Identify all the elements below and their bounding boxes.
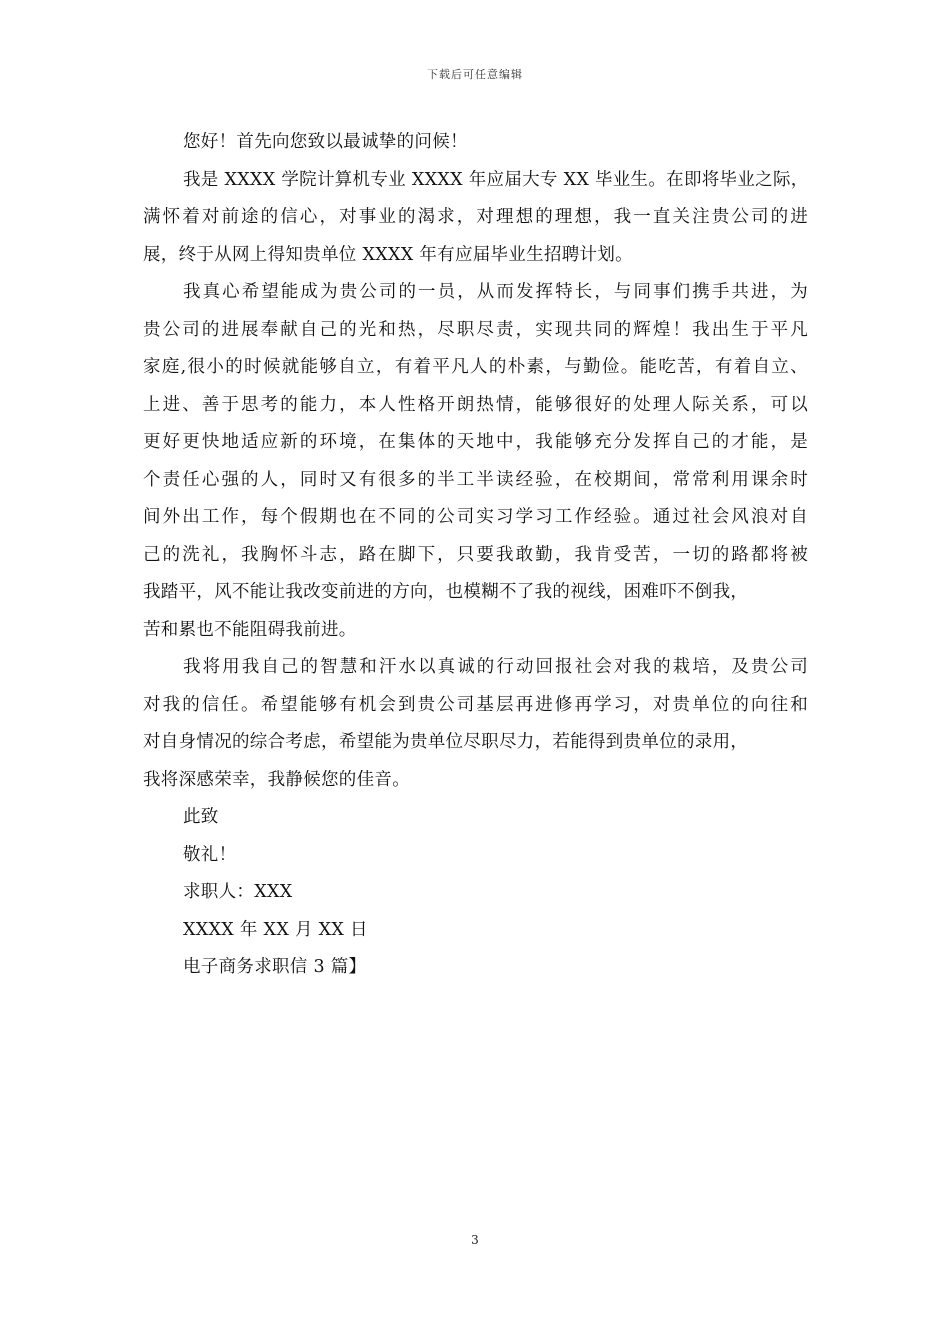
paragraph-line: 展，终于从网上得知贵单位 XXXX 年有应届毕业生招聘计划。 (143, 244, 633, 265)
paragraph-line: 我踏平，风不能让我改变前进的方向，也模糊不了我的视线，困难吓不倒我， (143, 582, 749, 602)
page-header: 下载后可任意编辑 (427, 68, 523, 81)
paragraph-line: 上进、善于思考的能力，本人性格开朗热情，能够很好的处理人际关系，可以 (143, 394, 808, 415)
paragraph-line: 满怀着对前途的信心，对事业的渴求，对理想的理想，我一直关注贵公司的进 (143, 207, 808, 227)
applicant-signature: 求职人：XXX (183, 882, 293, 902)
paragraph-line: 我是 XXXX 学院计算机专业 XXXX 年应届大专 XX 毕业生。在即将毕业之际， (183, 169, 809, 190)
paragraph-3 (143, 649, 808, 799)
closing-salutation: 此致 (183, 807, 219, 827)
page-number: 3 (471, 1233, 479, 1247)
paragraph-line: 己的洗礼，我胸怀斗志，路在脚下，只要我敢勤，我肯受苦，一切的路都将被 (143, 544, 808, 565)
paragraph-line: 对我的信任。希望能够有机会到贵公司基层再进修再学习，对贵单位的向往和 (143, 694, 808, 715)
paragraph-line: 我将深感荣幸，我静候您的佳音。 (143, 769, 410, 790)
footer-title: 电子商务求职信 3 篇】 (183, 957, 367, 977)
paragraph-line: 贵公司的进展奉献自己的光和热，尽职尽责，实现共同的辉煌！我出生于平凡 (143, 319, 808, 340)
letter-body (143, 124, 808, 987)
paragraph-2 (143, 274, 808, 649)
paragraph-line: 我真心希望能成为贵公司的一员，从而发挥特长，与同事们携手共进，为 (183, 282, 808, 302)
paragraph-line: 对自身情况的综合考虑，希望能为贵单位尽职尽力，若能得到贵单位的录用， (143, 732, 749, 752)
paragraph-line: 苦和累也不能阻碍我前进。 (143, 619, 357, 640)
greeting-line: 您好！首先向您致以最诚挚的问候！ (183, 132, 468, 152)
paragraph-line: 更好更快地适应新的环境，在集体的天地中，我能够充分发挥自己的才能，是 (143, 432, 808, 452)
paragraph-1 (143, 162, 808, 275)
paragraph-line: 家庭,很小的时候就能够自立，有着平凡人的朴素，与勤俭。能吃苦，有着自立、 (143, 357, 808, 377)
closing-regards: 敬礼！ (183, 844, 237, 865)
paragraph-line: 间外出工作，每个假期也在不同的公司实习学习工作经验。通过社会风浪对自 (143, 507, 808, 527)
letter-date: XXXX 年 XX 月 XX 日 (183, 919, 368, 940)
paragraph-line: 个责任心强的人，同时又有很多的半工半读经验，在校期间，常常利用课余时 (143, 469, 808, 490)
paragraph-line: 我将用我自己的智慧和汗水以真诚的行动回报社会对我的栽培，及贵公司 (183, 657, 808, 677)
